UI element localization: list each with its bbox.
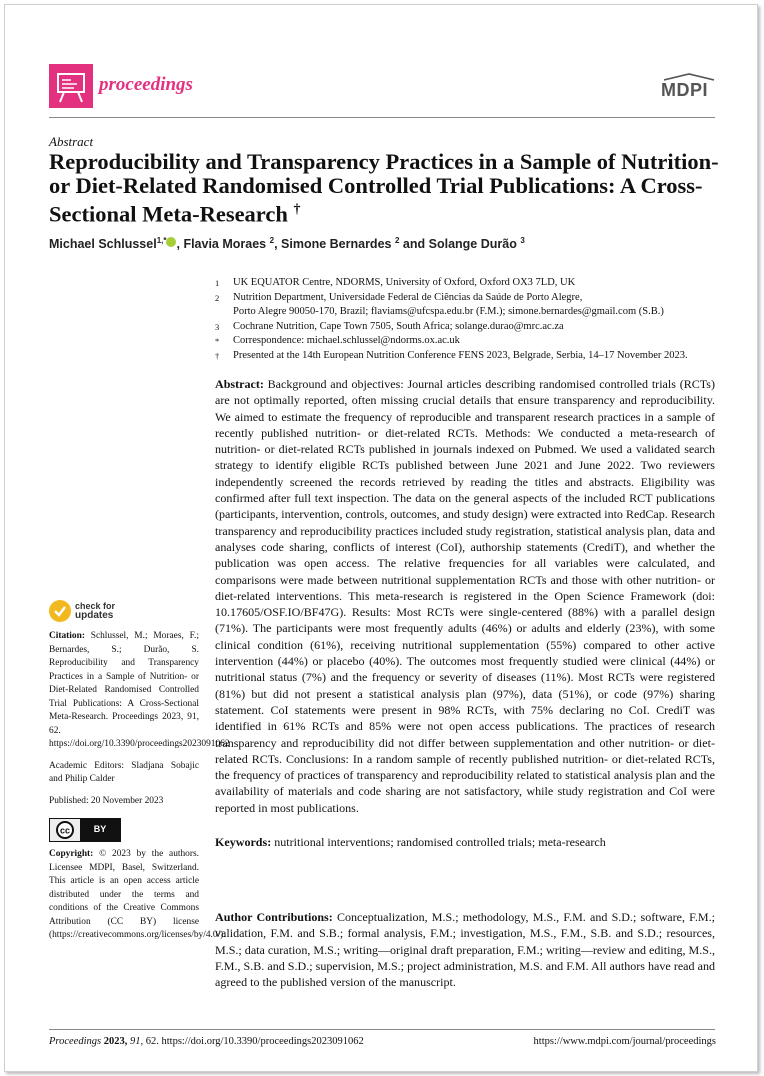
footer-citation: Proceedings 2023, 91, 62. https://doi.org/10.3390/proceedings2023091062 <box>49 1036 364 1047</box>
author-1[interactable]: Michael Schlussel <box>49 237 157 252</box>
affiliations <box>215 276 725 363</box>
academic-editors: Academic Editors: Sladjana Sobajic and Philip Calder <box>49 760 199 784</box>
affiliation-item: 3 Cochrane Nutrition, Cape Town 7505, South Africa; solange.durao@mrc.ac.za <box>215 320 564 332</box>
check-for-updates-button[interactable]: check for updates <box>49 600 199 622</box>
header-rule <box>49 117 715 118</box>
svg-text:cc: cc <box>59 825 71 836</box>
affiliation-item: * Correspondence: michael.schlussel@ndorms.ox.ac.uk <box>215 335 460 346</box>
article-type: Abstract <box>49 134 94 149</box>
author-2[interactable]: Flavia Moraes <box>183 237 267 252</box>
affiliation-item: Porto Alegre 90050-170, Brazil; flaviams@ufcspa.edu.br (F.M.); simone.bernardes@gmail.com (S.B.) <box>233 306 664 317</box>
copyright: Copyright: © 2023 by the authors. Licensee MDPI, Basel, Switzerland. This article is an open access article distributed under the terms and conditions of the Creative Commons Attribution (CC BY) license (https://creativecommons.org/licenses/by/4.0/). <box>49 849 226 940</box>
footer-rule <box>49 1029 715 1030</box>
author-3[interactable]: Simone Bernardes <box>281 237 392 252</box>
author-4[interactable]: Solange Durão <box>428 237 517 252</box>
keywords: Keywords: nutritional interventions; randomised controlled trials; meta-research <box>215 835 606 849</box>
check-updates-icon <box>49 600 71 622</box>
journal-logo <box>49 64 93 108</box>
cc-license-badge[interactable]: cc BY <box>49 818 121 842</box>
publisher-logo[interactable]: MDPI <box>661 80 708 100</box>
cc-icon <box>50 819 80 841</box>
author-list: Michael Schlussel$^{1,*}$ , Flavia Moraes $^2$, Simone Bernardes $^2$ and Solange Durão $^3$ <box>49 236 525 252</box>
affiliation-item: † Presented at the 14th European Nutrition Conference FENS 2023, Belgrade, Serbia, 14–17 November 2023. <box>215 349 688 361</box>
journal-name[interactable]: proceedings <box>99 74 193 95</box>
journal-url-link[interactable]: https://www.mdpi.com/journal/proceedings <box>533 1036 716 1047</box>
orcid-icon[interactable] <box>166 237 176 247</box>
affiliation-item: 1 UK EQUATOR Centre, NDORMS, University of Oxford, Oxford OX3 7LD, UK <box>215 277 576 288</box>
abstract-body: Abstract: Background and objectives: Journal articles describing randomised controlled trials (RCTs) are not optimally reported, often missing crucial details that ensure transparency and reproducibility. We aimed to estimate the frequency of reproducible and transparent research practices in a sample of recently published nutrition- or diet-related RCTs. Methods: We conducted a meta-research of nutrition- or diet-related RCTs published in journals indexed on Pubmed. We used a validated search strategy to identify eligible RCTs published between June 2021 and June 2022. Two reviewers independently screened the records retrieved by reading the titles and abstracts. Eligibility was confirmed after full text inspection. The data on the general aspects of the included RCT publications (participants, intervention, controls, outcomes, and study design) were extracted into RedCap. Research transparency and reproducibility practices included study registration, statistical analysis plan, data and analyses code sharing, conflicts of interest (CoI), authorship statements (CrediT), and whether the publication was open access. The relative frequencies for all variables were calculated, and comparisons were made between nutritional supplementation RCTs and those with other nutrition- or diet-related interventions. This meta-research is registered in the Open Science Framework (doi: 10.17605/OSF.IO/BF47G). Results: Most RCTs were single-centered (88%) with a parallel design (71%). The participants were most frequently adults (46%) or adults and elderly (23%), with some clinical condition (61%), receiving nutritional supplementation (55%) compared to other active intervention (44%) or placebo (40%). The outcomes most frequently studied were clinical (44%) or nutritional status (7%) and the frequency or severity of diseases (11%). Most RCTs were registered (81%) but did not present a statistical analysis plan (97%), data (51%), or code (97%) sharing statement. CoI statements were present in 98% RCTs, with 75% declaring no CoI. CrediT was identified in 61% RCTs and 85% were not open access publications. The practices of research transparency and reproducibility did not differ between supplementation and other nutrition- or diet-related RCTs. Conclusions: In a random sample of recently published nutrition- or diet-related RCTs, the frequency of practices of transparency and reproducibility related to statistical analysis plan and the availability of materials and code sharing are not satisfactory, while study registration and CoI were reported in most publications. <box>215 377 716 815</box>
sidebar <box>49 600 230 951</box>
article-title: Reproducibility and Transparency Practices in a Sample of Nutrition- or Diet-Related Randomised Controlled Trial Publications: A Cross-Sectional Meta-Research † <box>49 149 719 227</box>
published-date: Published: 20 November 2023 <box>49 795 164 806</box>
author-contributions: Author Contributions: Conceptualization, M.S.; methodology, M.S., F.M. and S.D.; software, F.M.; validation, F.M. and S.B.; formal analysis, F.M.; investigation, M.S., F.M., S.B. and S.D.; resources, M.S.; data curation, M.S.; writing—original draft preparation, F.M.; writing—review and editing, M.S., F.M., S.B. and S.D.; supervision, M.S.; project administration, M.S. and F.M. All authors have read and agreed to the published version of the manuscript. <box>215 910 716 990</box>
affiliation-item: 2 Nutrition Department, Universidade Federal de Ciências da Saúde de Porto Alegre, <box>215 291 583 303</box>
citation: Citation: Schlussel, M.; Moraes, F.; Bernardes, S.; Durão, S. Reproducibility and Transparency Practices in a Sample of Nutrition- or Diet-Related Randomised Controlled Trial Publications: A Cross-Sectional Meta-Research. Proceedings 2023, 91, 62. https://doi.org/10.3390/proceedings2023091062 <box>49 631 230 749</box>
